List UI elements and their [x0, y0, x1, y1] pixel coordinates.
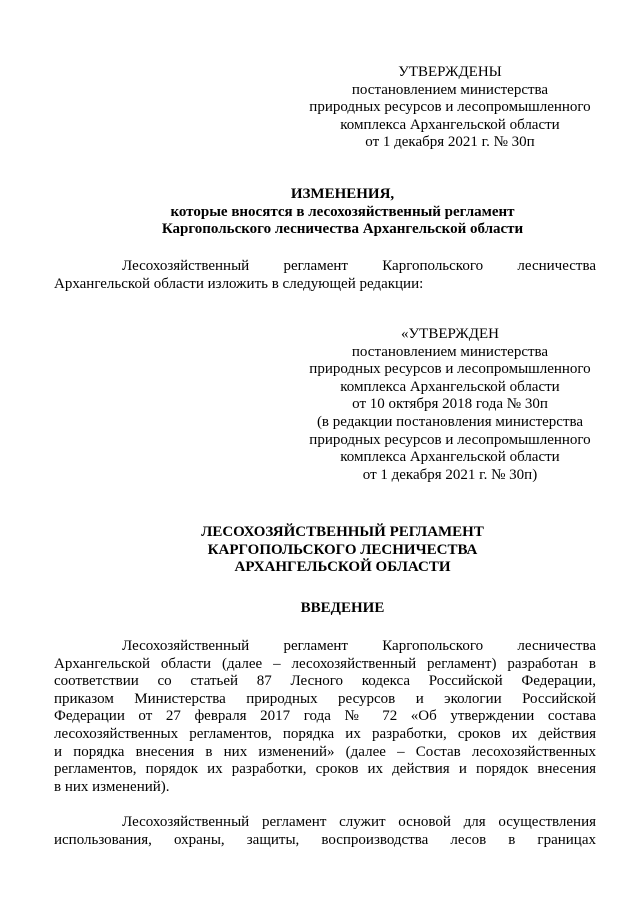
- changes-subtitle: которые вносятся в лесохозяйственный регламент: [170, 203, 515, 220]
- reglament-title-line: ЛЕСОХОЗЯЙСТВЕННЫЙ РЕГЛАМЕНТ: [201, 524, 484, 540]
- paragraph-line: в них изменений).: [54, 778, 170, 795]
- paragraph-line: Архангельской области изложить в следующей редакции:: [54, 275, 424, 292]
- paragraph-purpose: [54, 814, 596, 849]
- approval-title: «УТВЕРЖДЕН: [401, 326, 499, 342]
- approval-date: от 1 декабря 2021 г. № 30п): [362, 466, 538, 483]
- reglament-title-line: АРХАНГЕЛЬСКОЙ ОБЛАСТИ: [234, 559, 451, 576]
- paragraph-line: Федерации от 27 февраля 2017 года № 72 «Об утверждении состава: [54, 708, 596, 725]
- intro-title: ВВЕДЕНИЕ: [300, 600, 385, 616]
- paragraph-line: регламентов, порядок их разработки, сроков их действия и порядок внесения: [54, 761, 596, 778]
- paragraph-line: приказом Министерства природных ресурсов и экологии Российской: [54, 690, 596, 707]
- approval-date: от 10 октября 2018 года № 30п: [352, 396, 548, 413]
- reglament-heading: [60, 524, 625, 577]
- approval-line: комплекса Архангельской области: [340, 378, 560, 395]
- approval-line: комплекса Архангельской области: [340, 116, 560, 133]
- approval-line: (в редакции постановления министерства: [316, 413, 584, 430]
- approval-date: от 1 декабря 2021 г. № 30п: [365, 134, 535, 151]
- approval-title: УТВЕРЖДЕНЫ: [398, 64, 502, 80]
- approval-stamp-reglament: [300, 326, 600, 484]
- approval-line: постановлением министерства: [351, 343, 549, 360]
- changes-heading: [60, 186, 625, 239]
- paragraph-instruction: [54, 258, 596, 293]
- paragraph-line: Лесохозяйственный регламент служит основой для осуществления: [122, 814, 596, 830]
- paragraph-line: соответствии со статьей 87 Лесного кодекса Российской Федерации,: [54, 673, 596, 690]
- paragraph-line: Лесохозяйственный регламент Каргопольского лесничества: [122, 258, 596, 274]
- approval-line: природных ресурсов и лесопромышленного: [309, 361, 591, 378]
- paragraph-line: Лесохозяйственный регламент Каргопольского лесничества: [122, 638, 596, 654]
- approval-line: постановлением министерства: [351, 81, 549, 98]
- approval-line: природных ресурсов и лесопромышленного: [309, 99, 591, 116]
- paragraph-introduction: [54, 638, 596, 796]
- paragraph-line: и порядка внесения в них изменений» (далее – Состав лесохозяйственных: [54, 743, 596, 760]
- paragraph-line: использования, охраны, защиты, воспроизводства лесов в границах: [54, 831, 596, 848]
- approval-stamp-amendments: [300, 64, 600, 152]
- approval-line: комплекса Архангельской области: [340, 449, 560, 466]
- paragraph-line: лесохозяйственных регламентов, порядка их разработки, сроков их действия: [54, 725, 596, 742]
- changes-subtitle: Каргопольского лесничества Архангельской области: [161, 221, 524, 238]
- changes-title: ИЗМЕНЕНИЯ,: [290, 186, 395, 202]
- reglament-title-line: КАРГОПОЛЬСКОГО ЛЕСНИЧЕСТВА: [207, 541, 478, 558]
- approval-line: природных ресурсов и лесопромышленного: [309, 431, 591, 448]
- paragraph-line: Архангельской области (далее – лесохозяйственный регламент) разработан в: [54, 655, 596, 672]
- intro-heading: [60, 600, 625, 618]
